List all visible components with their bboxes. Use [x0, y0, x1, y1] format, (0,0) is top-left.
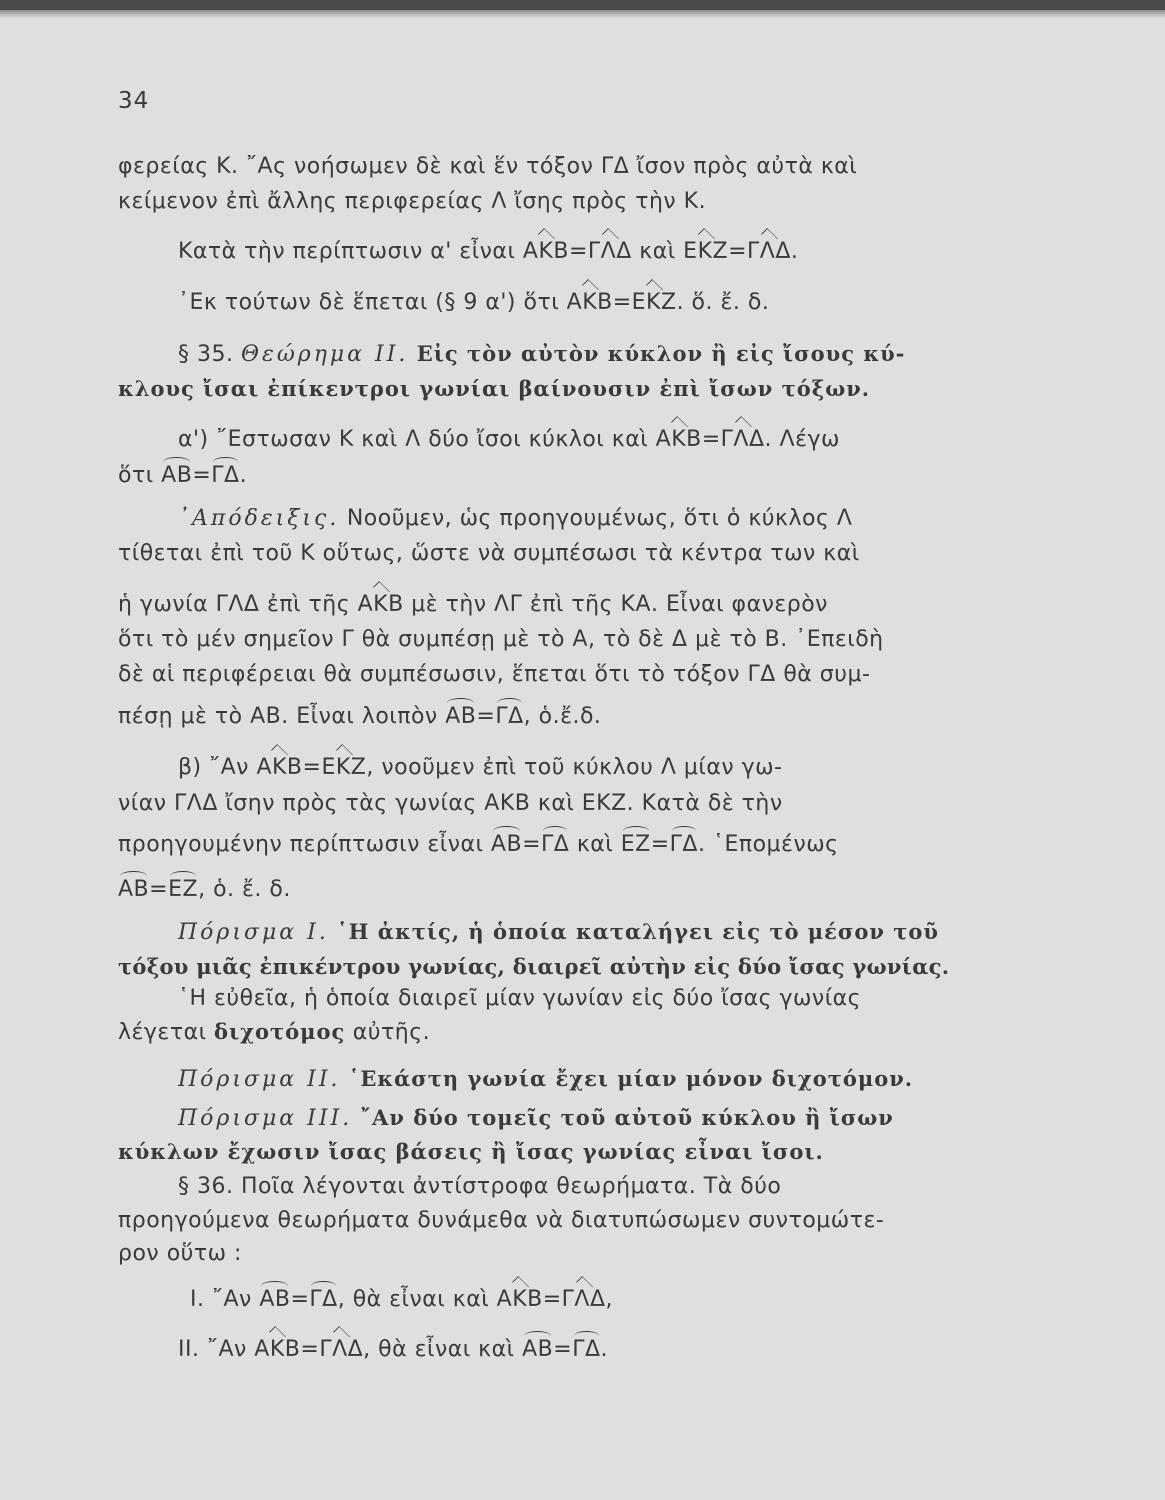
text-span: ᾿Εκ τούτων δὲ ἕπεται (§ 9 α') ὅτι — [178, 290, 567, 315]
text-line — [178, 288, 769, 318]
text-span: . ὅ. ἔ. δ. — [676, 290, 770, 315]
text-span: μὲ τὴν ΛΓ ἐπὶ τῆς ΚΑ. Εἶναι φανερὸν — [403, 592, 828, 617]
corollary-1 — [178, 917, 939, 948]
text-span: ρον οὕτω : — [118, 1241, 242, 1266]
angle-symbol: ΓΛΔ — [721, 425, 765, 455]
text-span: β) ῎Αν — [178, 755, 257, 780]
text-span: = — [302, 755, 322, 780]
angle-symbol: ΓΛΔ — [319, 1335, 363, 1365]
top-border-shadow — [0, 10, 1165, 18]
text-span: = — [553, 1337, 573, 1362]
arc-symbol: ΓΔ — [309, 1285, 337, 1315]
text-span: . — [790, 239, 799, 264]
text-span: . Λέγω — [764, 427, 840, 452]
text-span: καὶ — [569, 832, 621, 857]
text-span: α') ῎Εστωσαν Κ καὶ Λ δύο ἴσοι κύκλοι καὶ — [178, 427, 656, 452]
text-line — [178, 237, 798, 267]
text-span: προηγούμενα θεωρήματα δυνάμεθα νὰ διατυπώσωμεν συντομώτε- — [118, 1208, 885, 1233]
text-span: = — [300, 1337, 320, 1362]
text-span: = — [149, 877, 169, 902]
text-line — [118, 1239, 242, 1269]
text-span: Θεώρημα ΙΙ. — [240, 342, 409, 367]
arc-symbol: ΕΖ — [621, 830, 651, 860]
text-span: ᾿Απόδειξις. — [178, 506, 340, 531]
text-span: Ι. ῎Αν — [190, 1287, 260, 1312]
text-span: κείμενον ἐπὶ ἄλλης περιφερείας Λ ἴσης πρὸς τὴν Κ. — [118, 189, 707, 214]
arc-symbol: ΑΒ — [445, 702, 476, 732]
text-span: φερείας Κ. ῎Ας νοήσωμεν δὲ καὶ ἕν τόξον ΓΔ ἴσον πρὸς αὐτὰ καὶ — [118, 154, 858, 179]
angle-symbol: ΕΚΖ — [321, 753, 366, 783]
text-span: § 36. Ποῖα λέγονται ἀντίστροφα θεωρήματα. Τὰ δύο — [178, 1174, 782, 1199]
angle-symbol: ΑΚΒ — [656, 425, 702, 455]
text-span: ῾Εκάστη γωνία ἔχει μίαν μόνον διχοτόμον. — [340, 1066, 914, 1091]
section-heading — [178, 1172, 781, 1202]
text-span: Κατὰ τὴν περίπτωσιν α' εἶναι — [178, 239, 523, 264]
text-span: = — [701, 427, 721, 452]
text-span: . — [239, 463, 248, 488]
text-span: νίαν ΓΛΔ ἴσην πρὸς τὰς γωνίας ΑΚΒ καὶ ΕΚΖ. Κατὰ δὲ τὴν — [118, 791, 783, 816]
text-span: δὲ αἱ περιφέρειαι θὰ συμπέσωσιν, ἕπεται ὅτι τὸ τόξον ΓΔ θὰ συμ- — [118, 662, 871, 687]
text-span: ῾Η ἀκτίς, ἡ ὁποία καταλήγει εἰς τὸ μέσον τοῦ — [328, 919, 939, 944]
text-span: = — [568, 239, 588, 264]
text-span: καὶ — [631, 239, 684, 264]
text-span: τόξου μιᾶς ἐπικέντρου γωνίας, διαιρεῖ αὐτὴν εἰς δύο ἴσας γωνίας. — [118, 954, 950, 979]
text-span: , ὁ.ἔ.δ. — [523, 704, 602, 729]
text-span: = — [650, 832, 670, 857]
angle-symbol: ΓΛΔ — [562, 1285, 606, 1315]
text-span: λέγεται — [118, 1020, 215, 1045]
theorem-statement — [118, 374, 870, 405]
page-number: 34 — [118, 88, 150, 114]
text-line — [118, 625, 884, 655]
arc-symbol: ΓΔ — [572, 1335, 600, 1365]
text-span: , θὰ εἶναι καὶ — [337, 1287, 497, 1312]
text-line — [178, 753, 783, 783]
text-span: ἡ γωνία ΓΛΔ ἐπὶ τῆς — [118, 592, 358, 617]
arc-symbol: ΓΔ — [670, 830, 698, 860]
text-span: Πόρισμα ΙΙ. — [178, 1067, 341, 1092]
text-span: = — [612, 290, 632, 315]
text-span: = — [522, 832, 542, 857]
text-span: = — [476, 704, 496, 729]
text-span: . — [600, 1337, 608, 1362]
arc-symbol: ΑΒ — [161, 461, 192, 491]
text-span: κύκλων ἔχωσιν ἴσας βάσεις ἢ ἴσας γωνίας εἶναι ἴσοι. — [118, 1139, 824, 1164]
corollary-3-text — [118, 1137, 824, 1168]
text-span: προηγουμένην περίπτωσιν εἶναι — [118, 832, 491, 857]
text-line — [118, 461, 247, 491]
text-span: = — [542, 1287, 562, 1312]
text-span: Πόρισμα ΙΙΙ. — [178, 1106, 353, 1131]
text-span: , νοοῦμεν ἐπὶ τοῦ κύκλου Λ μίαν γω- — [366, 755, 783, 780]
corollary-2 — [178, 1064, 913, 1095]
arc-symbol: ΓΔ — [495, 702, 523, 732]
text-line — [118, 1017, 430, 1048]
theorem-heading — [178, 339, 905, 370]
text-line — [118, 152, 857, 182]
angle-symbol: ΑΚΒ — [256, 753, 302, 783]
text-span: ῎Αν δύο τομεῖς τοῦ αὐτοῦ κύκλου ἢ ἴσων — [352, 1105, 894, 1130]
text-span: , θὰ εἶναι καὶ — [363, 1337, 523, 1362]
angle-symbol: ΑΚΒ — [358, 590, 404, 620]
text-span: § 35. — [178, 342, 241, 367]
text-span: ῾Η εὐθεῖα, ἡ ὁποία διαιρεῖ μίαν γωνίαν εἰς δύο ἴσας γωνίας — [178, 986, 862, 1011]
text-line — [178, 425, 840, 455]
arc-symbol: ΑΒ — [522, 1335, 553, 1365]
text-line — [118, 702, 601, 732]
angle-symbol: ΑΚΒ — [497, 1285, 543, 1315]
corollary-3 — [178, 1103, 894, 1134]
text-span: ΙΙ. ῎Αν — [178, 1337, 255, 1362]
text-line — [118, 1206, 884, 1236]
angle-symbol: ΓΛΔ — [747, 237, 791, 267]
arc-symbol: ΑΒ — [491, 830, 522, 860]
text-span: κλους ἴσαι ἐπίκεντροι γωνίαι βαίνουσιν ἐπὶ ἴσων τόξων. — [118, 376, 871, 401]
text-span: ὅτι τὸ μέν σημεῖον Γ θὰ συμπέσῃ μὲ τὸ Α, τὸ δὲ Δ μὲ τὸ Β. ᾿Επειδὴ — [118, 627, 884, 652]
text-line — [178, 984, 861, 1014]
text-span: = — [192, 463, 212, 488]
text-line — [118, 875, 291, 905]
arc-symbol: ΓΔ — [211, 461, 239, 491]
text-span: = — [290, 1287, 310, 1312]
text-span: , — [605, 1287, 614, 1312]
text-line — [178, 504, 852, 534]
text-span: Πόρισμα Ι. — [178, 920, 329, 945]
text-span: διχοτόμος — [214, 1019, 346, 1044]
text-span: Νοοῦμεν, ὡς προηγουμένως, ὅτι ὁ κύκλος Λ — [339, 506, 853, 531]
text-line — [118, 830, 839, 860]
arc-symbol: ΑΒ — [259, 1285, 290, 1315]
text-span: . ῾Επομένως — [697, 832, 839, 857]
text-span: αὐτῆς. — [345, 1020, 431, 1045]
text-span: πέσῃ μὲ τὸ ΑΒ. Εἶναι λοιπὸν — [118, 704, 446, 729]
text-line — [118, 187, 706, 217]
angle-symbol: ΓΛΔ — [588, 237, 632, 267]
text-line — [118, 660, 870, 690]
text-line — [118, 590, 828, 620]
text-span: ὅτι — [118, 463, 162, 488]
text-span: = — [728, 239, 748, 264]
text-span: Εἰς τὸν αὐτὸν κύκλον ἢ εἰς ἴσους κύ- — [408, 341, 906, 366]
angle-symbol: ΑΚΒ — [567, 288, 613, 318]
text-span: τίθεται ἐπὶ τοῦ Κ οὕτως, ὥστε νὰ συμπέσωσι τὰ κέντρα των καὶ — [118, 541, 860, 566]
text-line — [118, 789, 783, 819]
statement-2 — [178, 1335, 608, 1365]
angle-symbol: ΕΚΖ — [683, 237, 728, 267]
text-line — [118, 539, 860, 569]
statement-1 — [190, 1285, 613, 1315]
text-span: , ὁ. ἔ. δ. — [198, 877, 291, 902]
angle-symbol: ΕΚΖ — [632, 288, 677, 318]
top-border — [0, 0, 1165, 10]
angle-symbol: ΑΚΒ — [254, 1335, 300, 1365]
arc-symbol: ΕΖ — [168, 875, 198, 905]
arc-symbol: ΑΒ — [118, 875, 149, 905]
angle-symbol: ΑΚΒ — [523, 237, 569, 267]
corollary-1-text — [118, 952, 949, 983]
arc-symbol: ΓΔ — [541, 830, 569, 860]
